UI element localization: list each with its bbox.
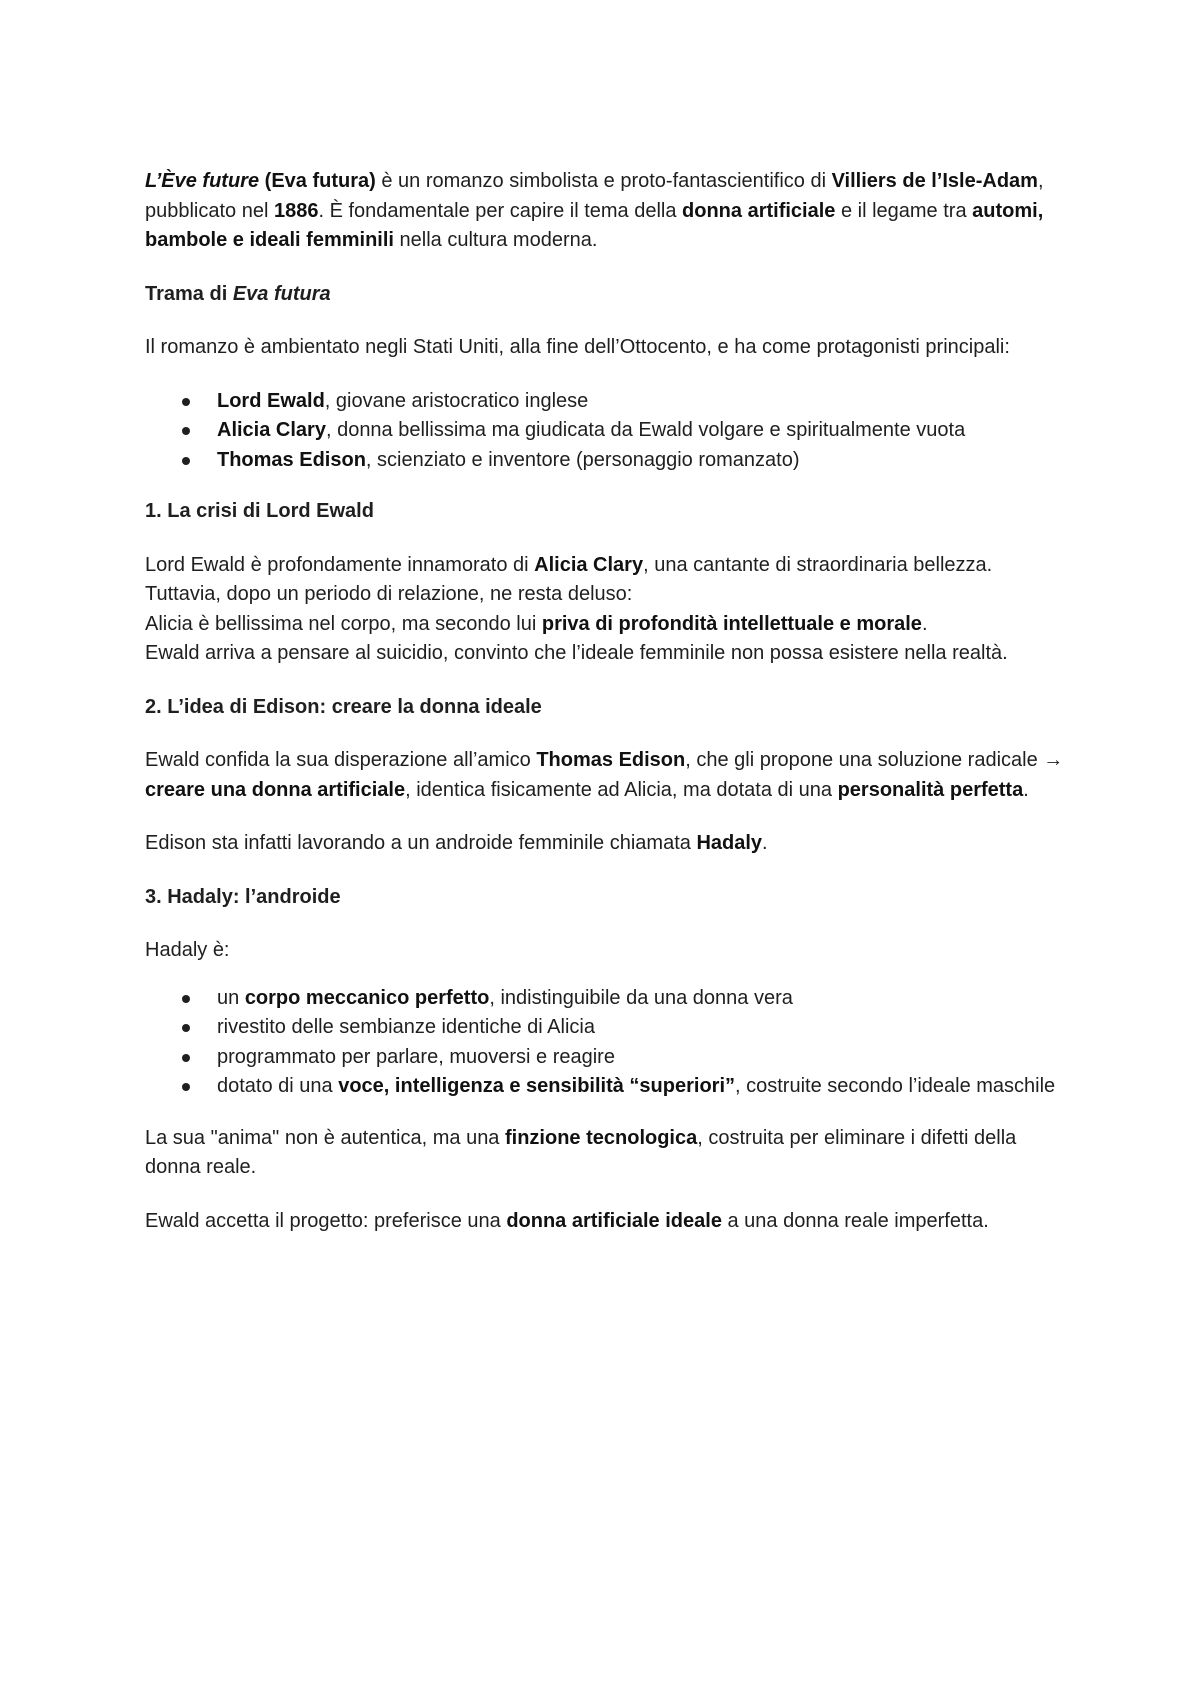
- document-page: [145, 167, 1070, 1260]
- book-title-translation: (Eva futura): [264, 170, 376, 192]
- publication-year: 1886: [273, 199, 319, 222]
- heading-trama: Trama di Eva futura: [145, 282, 331, 305]
- author-name: Villiers de l’Isle-Adam: [831, 170, 1038, 192]
- book-title: L’Ève future: [145, 170, 260, 192]
- list-item: Thomas Edison, scienziato e inventore (personaggio romanzato): [217, 446, 1070, 476]
- hadaly-features-list: [145, 984, 1070, 1102]
- list-item: programmato per parlare, muoversi e reagire: [217, 1043, 1070, 1073]
- section-3-intro: Hadaly è:: [145, 939, 230, 961]
- list-item: Alicia Clary, donna bellissima ma giudicata da Ewald volgare e spiritualmente vuota: [217, 416, 1070, 446]
- characters-list: [145, 387, 1070, 476]
- section-3-paragraph: La sua "anima" non è autentica, ma una finzione tecnologica, costruita per eliminare i difetti della donna reale.: [145, 1126, 1017, 1178]
- section-2-paragraph: Ewald confida la sua disperazione all’amico Thomas Edison, che gli propone una soluzione radicale → creare una donna artificiale, identica fisicamente ad Alicia, ma dotata di una personalità perfetta.: [145, 749, 1064, 801]
- section-1-paragraph: Lord Ewald è profondamente innamorato di Alicia Clary, una cantante di straordinaria bellezza. Tuttavia, dopo un periodo di relazione, ne resta deluso: Alicia è bellissima nel corpo, ma secondo lui priva di profondità intellettuale e morale. Ewald arriva a pensare al suicidio, convinto che l’ideale femminile non possa esistere nella realtà.: [145, 553, 1008, 664]
- list-item: rivestito delle sembianze identiche di Alicia: [217, 1013, 1070, 1043]
- trama-paragraph: Il romanzo è ambientato negli Stati Uniti, alla fine dell’Ottocento, e ha come protagonisti principali:: [145, 336, 1010, 358]
- list-item: dotato di una voce, intelligenza e sensibilità “superiori”, costruite secondo l’ideale maschile: [217, 1072, 1070, 1102]
- heading-section-3: 3. Hadaly: l’androide: [145, 885, 341, 908]
- list-item: un corpo meccanico perfetto, indistinguibile da una donna vera: [217, 984, 1070, 1014]
- intro-paragraph: L’Ève future (Eva futura) è un romanzo simbolista e proto-fantascientifico di Villiers de l’Isle-Adam, pubblicato nel 1886. È fondamentale per capire il tema della donna artificiale e il legame tra automi, bambole e ideali femminili nella cultura moderna.: [145, 170, 1044, 251]
- heading-section-1: 1. La crisi di Lord Ewald: [145, 500, 374, 522]
- section-2-paragraph-2: Edison sta infatti lavorando a un androide femminile chiamata Hadaly.: [145, 832, 768, 854]
- heading-section-2: 2. L’idea di Edison: creare la donna ideale: [145, 695, 542, 718]
- list-item: Lord Ewald, giovane aristocratico inglese: [217, 387, 1070, 417]
- section-3-paragraph-2: Ewald accetta il progetto: preferisce una donna artificiale ideale a una donna reale imperfetta.: [145, 1209, 989, 1232]
